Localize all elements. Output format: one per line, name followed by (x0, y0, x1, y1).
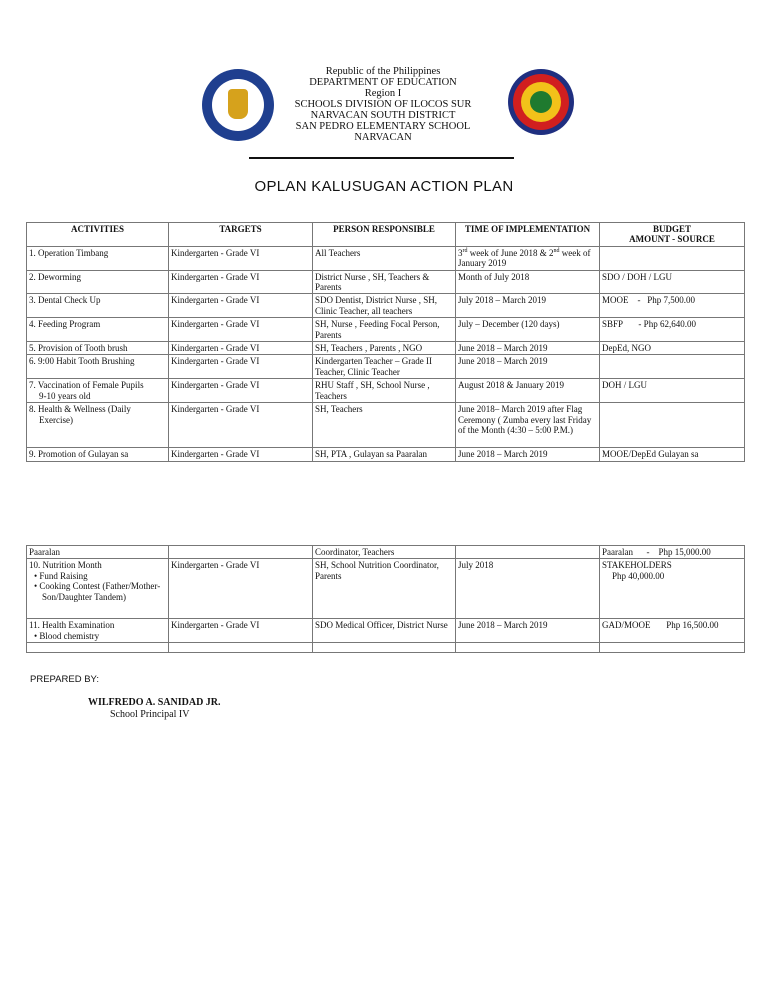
time-cell: June 2018 – March 2019 (456, 342, 600, 355)
table-row (27, 403, 745, 448)
budget-cell: SDO / DOH / LGU (600, 270, 745, 294)
person-cell: District Nurse , SH, Teachers & Parents (313, 270, 456, 294)
person-cell: SH, Teachers , Parents , NGO (313, 342, 456, 355)
header-region: Region I (364, 88, 402, 99)
budget-cell: DepEd, NGO (600, 342, 745, 355)
person-cell: SDO Dentist, District Nurse , SH, Clinic Teacher, all teachers (313, 294, 456, 318)
table-row-empty (27, 643, 745, 653)
activity-cell (27, 559, 169, 619)
time-text: week of June 2018 & 2 (467, 247, 554, 258)
time-sup: nd (553, 247, 560, 254)
target-cell: Kindergarten - Grade VI (169, 448, 313, 461)
activity-cell: Paaralan (27, 546, 169, 559)
action-plan-table-continued (26, 545, 745, 653)
bullet-text: Blood chemistry (39, 630, 100, 641)
time-text: week of January 2019 (458, 247, 591, 269)
target-cell: Kindergarten - Grade VI (169, 403, 313, 448)
bullet-item: • Fund Raising (34, 570, 88, 581)
budget-cell: SBFP - Php 62,640.00 (600, 318, 745, 342)
activity-text: 8. Health & Wellness (Daily (29, 404, 131, 415)
time-cell: August 2018 & January 2019 (456, 379, 600, 403)
table-row (27, 448, 745, 461)
activity-cell: 9. Promotion of Gulayan sa (27, 448, 169, 461)
activity-cell: 1. Operation Timbang (27, 246, 169, 270)
person-cell: SDO Medical Officer, District Nurse (313, 619, 456, 643)
activity-text: 11. Health Examination (29, 620, 115, 631)
target-cell: Kindergarten - Grade VI (169, 619, 313, 643)
table-row (27, 294, 745, 318)
activity-cell (27, 619, 169, 643)
budget-cell (600, 559, 745, 619)
header-division: SCHOOLS DIVISION OF ILOCOS SUR (294, 99, 472, 110)
activity-cell: 5. Provision of Tooth brush (27, 342, 169, 355)
budget-header-line2: AMOUNT - SOURCE (629, 234, 715, 245)
activity-cell: 4. Feeding Program (27, 318, 169, 342)
budget-cell: MOOE/DepEd Gulayan sa (600, 448, 745, 461)
person-cell: Coordinator, Teachers (313, 546, 456, 559)
page-title: OPLAN KALUSUGAN ACTION PLAN (254, 178, 514, 195)
table-row (27, 318, 745, 342)
col-header-activities: ACTIVITIES (27, 223, 169, 247)
signatory-name: WILFREDO A. SANIDAD JR. (88, 697, 221, 708)
col-header-time: TIME OF IMPLEMENTATION (456, 223, 600, 247)
person-cell: SH, Nurse , Feeding Focal Person, Parents (313, 318, 456, 342)
time-cell: July 2018 (456, 559, 600, 619)
target-cell: Kindergarten - Grade VI (169, 246, 313, 270)
time-cell: July – December (120 days) (456, 318, 600, 342)
activity-text: Exercise) (39, 414, 73, 425)
target-cell: Kindergarten - Grade VI (169, 355, 313, 379)
time-cell: July 2018 – March 2019 (456, 294, 600, 318)
person-cell: Kindergarten Teacher – Grade II Teacher, Clinic Teacher (313, 355, 456, 379)
target-cell: Kindergarten - Grade VI (169, 379, 313, 403)
time-text: 3 (458, 247, 463, 258)
time-cell (456, 546, 600, 559)
activity-cell: 2. Deworming (27, 270, 169, 294)
table-row (27, 270, 745, 294)
person-cell: SH, Teachers (313, 403, 456, 448)
header-town: NARVACAN (354, 132, 412, 143)
table-header-row (27, 223, 745, 247)
time-cell: Month of July 2018 (456, 270, 600, 294)
col-header-person: PERSON RESPONSIBLE (313, 223, 456, 247)
activity-text: 10. Nutrition Month (29, 560, 102, 571)
signatory-position: School Principal IV (110, 709, 190, 720)
action-plan-table (26, 222, 745, 462)
table-row (27, 546, 745, 559)
budget-cell: Paaralan - Php 15,000.00 (600, 546, 745, 559)
time-cell (456, 246, 600, 270)
header-divider (249, 157, 514, 159)
activity-cell: 6. 9:00 Habit Tooth Brushing (27, 355, 169, 379)
activity-text: 7. Vaccination of Female Pupils (29, 380, 144, 391)
target-cell (169, 546, 313, 559)
table-row (27, 342, 745, 355)
budget-cell: DOH / LGU (600, 379, 745, 403)
budget-cell (600, 355, 745, 379)
budget-cell: MOOE - Php 7,500.00 (600, 294, 745, 318)
person-cell: SH, School Nutrition Coordinator, Parents (313, 559, 456, 619)
person-cell: All Teachers (313, 246, 456, 270)
time-cell: June 2018 – March 2019 (456, 448, 600, 461)
target-cell: Kindergarten - Grade VI (169, 342, 313, 355)
activity-cell: 3. Dental Check Up (27, 294, 169, 318)
target-cell: Kindergarten - Grade VI (169, 318, 313, 342)
col-header-budget (600, 223, 745, 247)
bullet-item: • Cooking Contest (Father/Mother-Son/Daughter Tandem) (34, 581, 161, 602)
bullet-text: Fund Raising (39, 570, 88, 581)
time-cell: June 2018– March 2019 after Flag Ceremony ( Zumba every last Friday of the Month (4:30 – 5:00 P.M.) (456, 403, 600, 448)
header-department: DEPARTMENT OF EDUCATION (309, 77, 457, 88)
table-row (27, 559, 745, 619)
activity-cell (27, 403, 169, 448)
header-republic: Republic of the Philippines (325, 66, 441, 77)
target-cell: Kindergarten - Grade VI (169, 294, 313, 318)
person-cell: RHU Staff , SH, School Nurse , Teachers (313, 379, 456, 403)
table-row (27, 619, 745, 643)
bullet-item: • Blood chemistry (34, 630, 100, 641)
time-sup: rd (462, 247, 468, 254)
time-cell: June 2018 – March 2019 (456, 355, 600, 379)
target-cell: Kindergarten - Grade VI (169, 270, 313, 294)
table-row (27, 355, 745, 379)
time-cell: June 2018 – March 2019 (456, 619, 600, 643)
col-header-targets: TARGETS (169, 223, 313, 247)
budget-text: Php 40,000.00 (612, 570, 665, 581)
activity-cell (27, 379, 169, 403)
bullet-text: Cooking Contest (Father/Mother-Son/Daughter Tandem) (39, 581, 161, 602)
budget-cell (600, 403, 745, 448)
budget-text: STAKEHOLDERS (602, 560, 672, 571)
activity-text: 9-10 years old (39, 390, 91, 401)
table-row (27, 246, 745, 270)
budget-cell: GAD/MOOE Php 16,500.00 (600, 619, 745, 643)
header-school: SAN PEDRO ELEMENTARY SCHOOL (295, 121, 471, 132)
target-cell: Kindergarten - Grade VI (169, 559, 313, 619)
person-cell: SH, PTA , Gulayan sa Paaralan (313, 448, 456, 461)
budget-cell (600, 246, 745, 270)
prepared-by-label: PREPARED BY: (30, 674, 99, 685)
header-district: NARVACAN SOUTH DISTRICT (310, 110, 456, 121)
budget-header-line1: BUDGET (652, 224, 691, 234)
table-row (27, 379, 745, 403)
